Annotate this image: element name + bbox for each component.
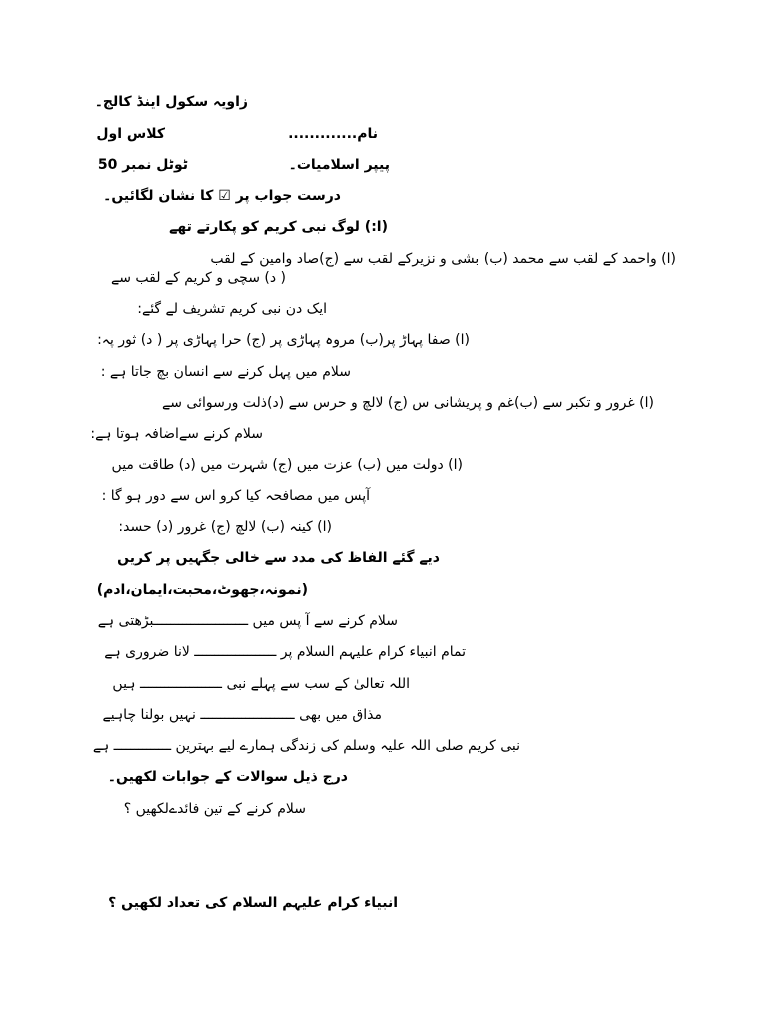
mcq-question-4-options: (ا) دولت میں (ب) عزت میں (ج) شہرت میں (د) طاقت میں xyxy=(111,457,463,473)
mcq-question-3: سلام میں پہل کرنے سے انسان بچ جاتا ہے : xyxy=(100,364,351,380)
fill-blanks-instruction: دیے گئے الفاظ کی مدد سے خالی جگہیں پر کریں xyxy=(117,550,440,566)
mcq-question-2: ایک دن نبی کریم تشریف لے گئے: xyxy=(137,301,327,317)
fill-blanks-word-bank: (نمونہ،جھوٹ،محبت،ایمان،ادم) xyxy=(96,582,308,598)
mcq-question-4: سلام کرنے سےاضافہ ہوتا ہے: xyxy=(90,426,263,442)
fill-blank-item: تمام انبیاء کرام علیہم السلام پر ــــــــــــــــــــ لانا ضروری ہے xyxy=(104,644,466,660)
fill-blank-item: نبی کریم صلی اللہ علیہ وسلم کی زندگی ہمارے لیے بہترین ــــــــــــــ ہے xyxy=(92,738,520,754)
mcq-question-5-options: (ا) کینہ (ب) لالچ (ج) غرور (د) حسد: xyxy=(118,519,332,535)
class-label: کلاس اول xyxy=(96,126,165,142)
mcq-question-5: آپس میں مصافحہ کیا کرو اس سے دور ہو گا : xyxy=(101,488,370,504)
student-name-field: نام............. xyxy=(288,126,378,142)
mcq-question-1: (ا:) لوگ نبی کریم کو پکارتے تھے xyxy=(169,219,388,235)
mcq-question-1-options: (ا) واحمد کے لقب سے محمد (ب) بشی و نزیرکے لقب سے (ج)صاد وامین کے لقب xyxy=(210,251,676,267)
fill-blank-item: سلام کرنے سے آ پس میں ـــــــــــــــــــــــبڑھتی ہے xyxy=(97,613,398,629)
mcq-question-3-options: (ا) غرور و تکبر سے (ب)غم و پریشانی س (ج) لالچ و حرس سے (د)ذلت ورسوائی سے xyxy=(162,395,654,411)
short-question-1: سلام کرنے کے تین فائدےلکھیں ؟ xyxy=(123,801,306,817)
total-marks: ٹوٹل نمبر 50 xyxy=(97,157,188,173)
mcq-question-1-options-cont: ( د) سچی و کریم کے لقب سے xyxy=(110,270,286,286)
fill-blank-item: اللہ تعالیٰ کے سب سے پہلے نبی ــــــــــــــــــــ ہیں xyxy=(112,676,410,692)
mcq-instruction: درست جواب پر ☑ کا نشان لگائیں۔ xyxy=(103,188,341,204)
paper-title: پیپر اسلامیات۔ xyxy=(288,157,390,173)
school-name: زاویہ سکول اینڈ کالج۔ xyxy=(94,94,248,110)
mcq-question-2-options: (ا) صفا پہاڑ پر(ب) مروہ پہاڑی پر (ج) حرا پہاڑی پر ( د) ثور پہ: xyxy=(97,332,470,348)
fill-blank-item: مذاق میں بھی ـــــــــــــــــــــــ نہیں بولنا چاہیے xyxy=(102,707,382,723)
short-questions-instruction: درج ذیل سوالات کے جوابات لکھیں۔ xyxy=(107,769,348,785)
short-question-2: انبیاء کرام علیہم السلام کی تعداد لکھیں ؟ xyxy=(108,895,398,911)
